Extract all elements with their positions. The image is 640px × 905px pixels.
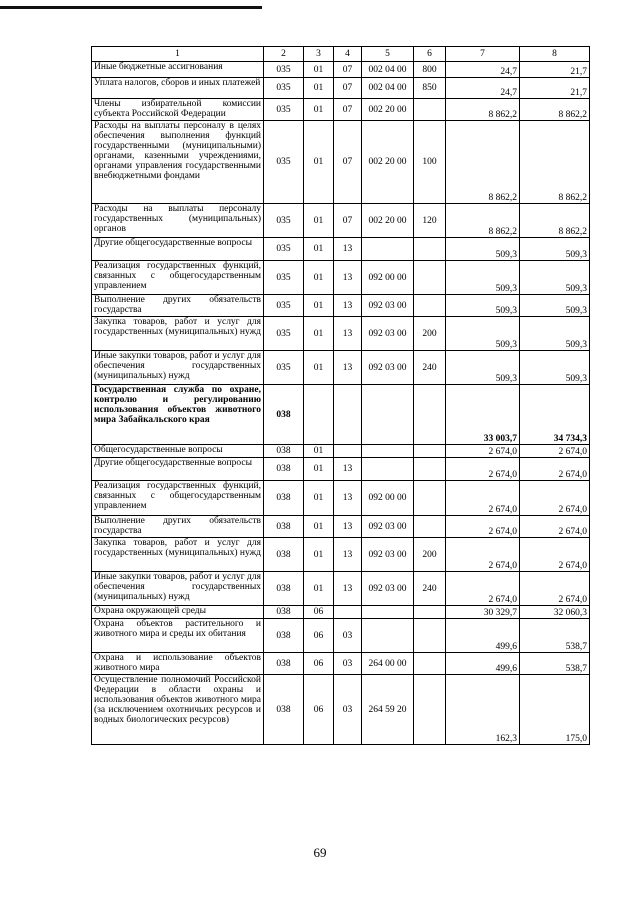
row-code: 038 [264, 385, 304, 445]
row-code: 038 [264, 572, 304, 606]
row-value-year2: 2 674,0 [520, 516, 590, 538]
row-value-year2: 2 674,0 [520, 445, 590, 458]
row-code: 035 [264, 261, 304, 295]
row-code: 038 [264, 606, 304, 619]
row-target-article: 092 03 00 [362, 317, 414, 351]
table-row [92, 121, 590, 204]
row-value-year1: 2 674,0 [446, 516, 520, 538]
row-value-year2: 509,3 [520, 351, 590, 385]
table-row [92, 385, 590, 445]
row-section: 01 [304, 445, 334, 458]
row-value-year1: 2 674,0 [446, 481, 520, 516]
row-section: 06 [304, 653, 334, 675]
row-code: 035 [264, 204, 304, 238]
row-code: 035 [264, 62, 304, 78]
row-name: Другие общегосударственные вопросы [92, 458, 264, 481]
row-subsection [334, 385, 362, 445]
table-row [92, 295, 590, 317]
row-section: 01 [304, 78, 334, 99]
table-row [92, 78, 590, 99]
row-section: 01 [304, 99, 334, 121]
row-value-year1: 8 862,2 [446, 204, 520, 238]
row-subsection: 03 [334, 653, 362, 675]
row-target-article: 264 59 20 [362, 675, 414, 745]
row-value-year1: 509,3 [446, 295, 520, 317]
row-value-year1: 33 003,7 [446, 385, 520, 445]
row-section: 01 [304, 295, 334, 317]
column-header-2: 2 [264, 47, 304, 62]
row-expense-type [414, 675, 446, 745]
row-subsection: 13 [334, 538, 362, 572]
row-section: 01 [304, 121, 334, 204]
row-section: 01 [304, 261, 334, 295]
row-value-year2: 8 862,2 [520, 121, 590, 204]
row-value-year2: 2 674,0 [520, 572, 590, 606]
row-value-year1: 509,3 [446, 261, 520, 295]
row-expense-type: 240 [414, 351, 446, 385]
row-subsection: 07 [334, 78, 362, 99]
row-value-year1: 509,3 [446, 317, 520, 351]
row-subsection: 07 [334, 99, 362, 121]
row-expense-type [414, 516, 446, 538]
row-name: Реализация государственных функций, связанных с общегосударственным управлением [92, 481, 264, 516]
row-subsection: 13 [334, 295, 362, 317]
row-target-article [362, 385, 414, 445]
table-row [92, 481, 590, 516]
row-subsection: 13 [334, 351, 362, 385]
row-subsection: 13 [334, 516, 362, 538]
row-value-year1: 2 674,0 [446, 445, 520, 458]
row-code: 038 [264, 445, 304, 458]
column-header-1: 1 [92, 47, 264, 62]
row-value-year2: 34 734,3 [520, 385, 590, 445]
table-row [92, 538, 590, 572]
row-subsection: 13 [334, 238, 362, 261]
row-name: Закупка товаров, работ и услуг для государственных (муниципальных) нужд [92, 538, 264, 572]
table-body [92, 62, 590, 745]
row-value-year1: 509,3 [446, 238, 520, 261]
header-row [92, 47, 590, 62]
row-name: Общегосударственные вопросы [92, 445, 264, 458]
row-code: 035 [264, 78, 304, 99]
row-target-article: 092 03 00 [362, 538, 414, 572]
row-value-year1: 2 674,0 [446, 572, 520, 606]
row-name: Расходы на выплаты персоналу государственных (муниципальных) органов [92, 204, 264, 238]
table-row [92, 62, 590, 78]
row-value-year2: 32 060,3 [520, 606, 590, 619]
row-expense-type: 100 [414, 121, 446, 204]
row-value-year2: 538,7 [520, 653, 590, 675]
row-target-article [362, 458, 414, 481]
row-name: Государственная служба по охране, контролю и регулированию использования объектов животного мира Забайкальского края [92, 385, 264, 445]
row-value-year1: 24,7 [446, 62, 520, 78]
row-code: 035 [264, 295, 304, 317]
column-header-4: 4 [334, 47, 362, 62]
row-target-article: 092 03 00 [362, 516, 414, 538]
row-section: 01 [304, 238, 334, 261]
row-value-year2: 21,7 [520, 78, 590, 99]
row-section: 06 [304, 675, 334, 745]
row-expense-type [414, 653, 446, 675]
row-name: Охрана окружающей среды [92, 606, 264, 619]
table-row [92, 572, 590, 606]
row-value-year2: 538,7 [520, 619, 590, 653]
row-code: 038 [264, 538, 304, 572]
table-row [92, 99, 590, 121]
row-target-article: 264 00 00 [362, 653, 414, 675]
row-subsection: 03 [334, 619, 362, 653]
row-value-year1: 8 862,2 [446, 121, 520, 204]
top-rule [0, 6, 262, 9]
row-code: 038 [264, 481, 304, 516]
row-target-article [362, 445, 414, 458]
row-section [304, 385, 334, 445]
row-target-article: 002 04 00 [362, 78, 414, 99]
row-section: 01 [304, 458, 334, 481]
row-name: Выполнение других обязательств государства [92, 516, 264, 538]
row-subsection: 13 [334, 317, 362, 351]
column-header-6: 6 [414, 47, 446, 62]
row-name: Осуществление полномочий Российской Федерации в области охраны и использования объектов животного мира (за исключением охотничьих ресурсов и водных биологических ресурсов) [92, 675, 264, 745]
row-value-year1: 2 674,0 [446, 458, 520, 481]
budget-table [91, 46, 590, 745]
table-row [92, 445, 590, 458]
row-expense-type: 200 [414, 538, 446, 572]
row-expense-type [414, 445, 446, 458]
table-row [92, 619, 590, 653]
row-code: 035 [264, 351, 304, 385]
row-value-year2: 8 862,2 [520, 99, 590, 121]
row-value-year1: 2 674,0 [446, 538, 520, 572]
row-target-article [362, 619, 414, 653]
row-code: 038 [264, 653, 304, 675]
row-section: 01 [304, 204, 334, 238]
row-expense-type [414, 238, 446, 261]
row-target-article: 002 20 00 [362, 121, 414, 204]
row-expense-type [414, 261, 446, 295]
row-name: Члены избирательной комиссии субъекта Российской Федерации [92, 99, 264, 121]
row-subsection: 07 [334, 121, 362, 204]
row-subsection: 07 [334, 204, 362, 238]
row-section: 01 [304, 516, 334, 538]
row-expense-type [414, 99, 446, 121]
row-expense-type: 120 [414, 204, 446, 238]
row-value-year1: 8 862,2 [446, 99, 520, 121]
row-value-year2: 509,3 [520, 317, 590, 351]
row-value-year1: 499,6 [446, 653, 520, 675]
row-name: Охрана объектов растительного и животного мира и среды их обитания [92, 619, 264, 653]
row-target-article [362, 606, 414, 619]
table-row [92, 261, 590, 295]
row-section: 01 [304, 317, 334, 351]
table-row [92, 204, 590, 238]
row-code: 038 [264, 458, 304, 481]
table-row [92, 606, 590, 619]
row-code: 035 [264, 317, 304, 351]
row-name: Другие общегосударственные вопросы [92, 238, 264, 261]
row-section: 01 [304, 481, 334, 516]
column-header-7: 7 [446, 47, 520, 62]
table-row [92, 516, 590, 538]
row-expense-type [414, 295, 446, 317]
row-subsection [334, 606, 362, 619]
row-subsection: 13 [334, 481, 362, 516]
row-subsection: 07 [334, 62, 362, 78]
row-value-year2: 175,0 [520, 675, 590, 745]
row-expense-type: 800 [414, 62, 446, 78]
row-name: Реализация государственных функций, связанных с общегосударственным управлением [92, 261, 264, 295]
row-value-year1: 162,3 [446, 675, 520, 745]
row-target-article: 092 03 00 [362, 351, 414, 385]
row-target-article: 002 20 00 [362, 204, 414, 238]
row-target-article: 002 04 00 [362, 62, 414, 78]
row-value-year2: 509,3 [520, 261, 590, 295]
table-row [92, 675, 590, 745]
row-value-year2: 509,3 [520, 238, 590, 261]
row-value-year2: 8 862,2 [520, 204, 590, 238]
row-value-year2: 2 674,0 [520, 538, 590, 572]
row-target-article [362, 238, 414, 261]
row-value-year1: 24,7 [446, 78, 520, 99]
row-value-year1: 30 329,7 [446, 606, 520, 619]
page-number: 69 [313, 845, 327, 860]
row-section: 01 [304, 351, 334, 385]
row-subsection: 13 [334, 458, 362, 481]
row-target-article: 092 03 00 [362, 295, 414, 317]
row-expense-type: 850 [414, 78, 446, 99]
row-target-article: 092 00 00 [362, 261, 414, 295]
row-code: 038 [264, 516, 304, 538]
row-name: Расходы на выплаты персоналу в целях обеспечения выполнения функций государственными (муниципальными) органами, казенными учреждениями, органами управления государственными внебюджетными фондами [92, 121, 264, 204]
row-value-year2: 2 674,0 [520, 458, 590, 481]
row-name: Иные закупки товаров, работ и услуг для обеспечения государственных (муниципальных) нужд [92, 351, 264, 385]
row-target-article: 092 00 00 [362, 481, 414, 516]
row-name: Охрана и использование объектов животного мира [92, 653, 264, 675]
row-value-year1: 499,6 [446, 619, 520, 653]
row-name: Иные бюджетные ассигнования [92, 62, 264, 78]
row-value-year2: 509,3 [520, 295, 590, 317]
row-target-article: 002 20 00 [362, 99, 414, 121]
row-expense-type: 200 [414, 317, 446, 351]
row-target-article: 092 03 00 [362, 572, 414, 606]
row-section: 01 [304, 572, 334, 606]
row-code: 035 [264, 121, 304, 204]
row-expense-type [414, 385, 446, 445]
row-code: 038 [264, 619, 304, 653]
table-row [92, 653, 590, 675]
row-value-year2: 21,7 [520, 62, 590, 78]
row-name: Уплата налогов, сборов и иных платежей [92, 78, 264, 99]
row-subsection: 03 [334, 675, 362, 745]
row-subsection [334, 445, 362, 458]
row-subsection: 13 [334, 261, 362, 295]
row-expense-type [414, 619, 446, 653]
table-row [92, 317, 590, 351]
row-section: 01 [304, 538, 334, 572]
row-code: 035 [264, 238, 304, 261]
row-subsection: 13 [334, 572, 362, 606]
row-section: 06 [304, 619, 334, 653]
table-row [92, 351, 590, 385]
table-row [92, 458, 590, 481]
column-header-5: 5 [362, 47, 414, 62]
row-name: Закупка товаров, работ и услуг для государственных (муниципальных) нужд [92, 317, 264, 351]
row-code: 035 [264, 99, 304, 121]
row-expense-type [414, 606, 446, 619]
row-name: Иные закупки товаров, работ и услуг для обеспечения государственных (муниципальных) нужд [92, 572, 264, 606]
row-expense-type: 240 [414, 572, 446, 606]
row-expense-type [414, 481, 446, 516]
row-code: 038 [264, 675, 304, 745]
table-row [92, 238, 590, 261]
column-header-3: 3 [304, 47, 334, 62]
row-value-year2: 2 674,0 [520, 481, 590, 516]
row-section: 01 [304, 62, 334, 78]
row-value-year1: 509,3 [446, 351, 520, 385]
row-section: 06 [304, 606, 334, 619]
row-expense-type [414, 458, 446, 481]
column-header-8: 8 [520, 47, 590, 62]
row-name: Выполнение других обязательств государства [92, 295, 264, 317]
